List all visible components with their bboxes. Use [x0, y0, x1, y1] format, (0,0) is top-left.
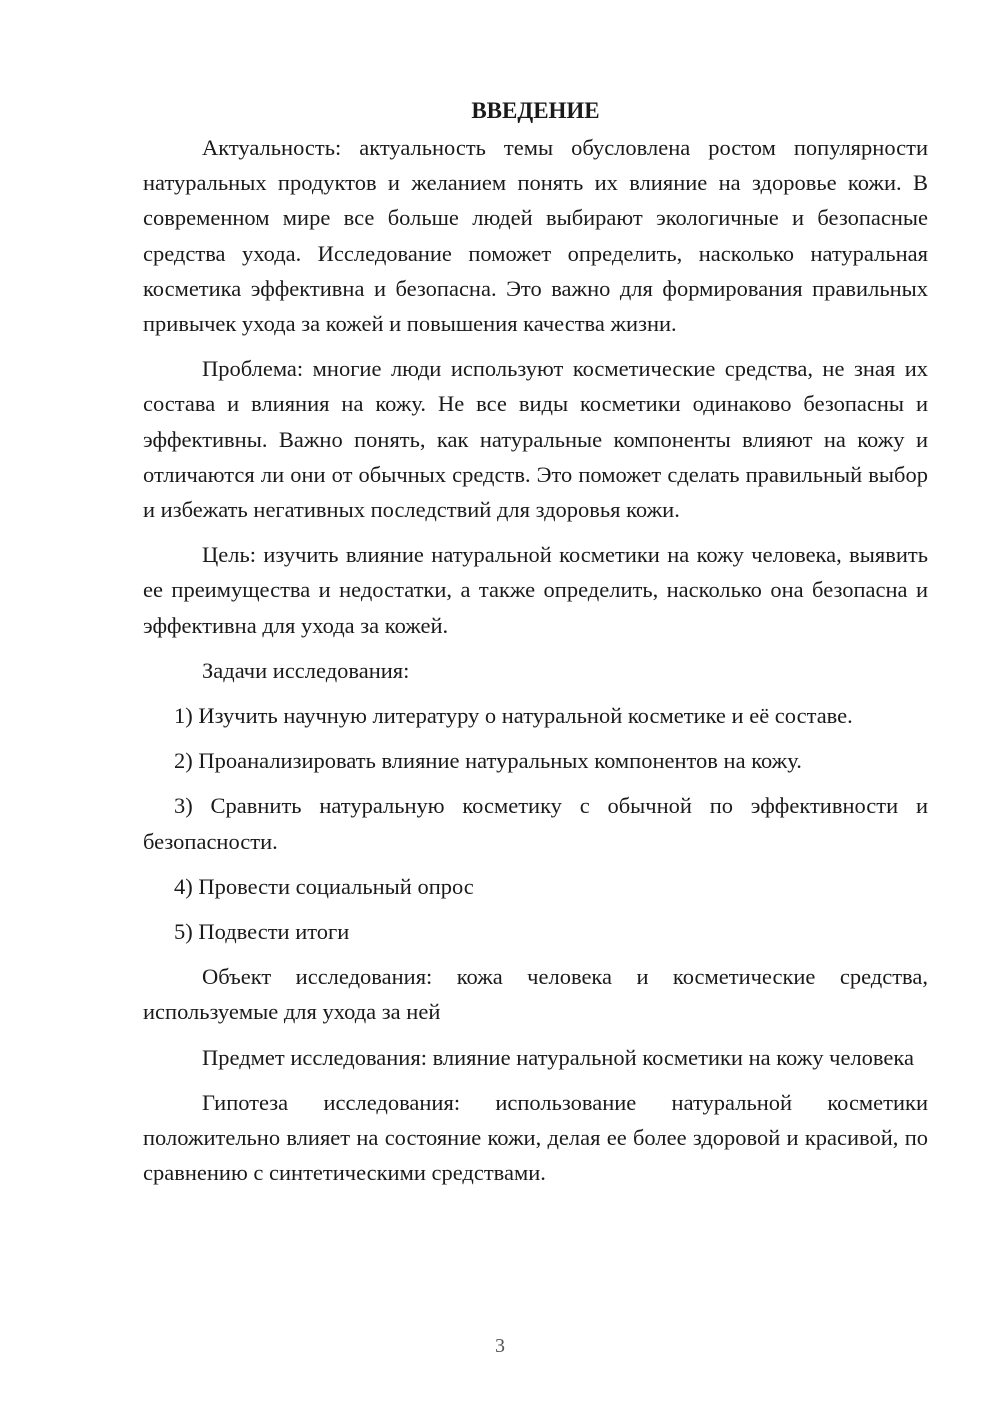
goal-paragraph: Цель: изучить влияние натуральной косметики на кожу человека, выявить ее преимущества и недостатки, а также определить, насколько она безопасна и эффективна для ухода за кожей.	[143, 542, 928, 638]
task-item-1: 1) Изучить научную литературу о натуральной косметике и её составе.	[174, 703, 853, 729]
problem-paragraph: Проблема: многие люди используют косметические средства, не зная их состава и влияния на кожу. Не все виды косметики одинаково безопасны и эффективны. Важно понять, как натуральные компоненты влияют на кожу и отличаются ли они от обычных средств. Это поможет сделать правильный выбор и избежать негативных последствий для здоровья кожи.	[143, 356, 928, 523]
object-paragraph: Объект исследования: кожа человека и косметические средства, используемые для ухода за ней	[143, 964, 928, 1025]
document-page	[143, 93, 928, 1200]
subject-paragraph: Предмет исследования: влияние натуральной косметики на кожу человека	[202, 1044, 914, 1070]
page-title: ВВЕДЕНИЕ	[471, 98, 600, 123]
hypothesis-paragraph: Гипотеза исследования: использование натуральной косметики положительно влияет на состояние кожи, делая ее более здоровой и красивой, по сравнению с синтетическими средствами.	[143, 1089, 928, 1186]
task-item-3: 3) Сравнить натуральную косметику с обычной по эффективности и безопасности.	[143, 793, 928, 854]
tasks-title: Задачи исследования:	[202, 657, 410, 683]
relevance-paragraph: Актуальность: актуальность темы обусловлена ростом популярности натуральных продуктов и желанием понять их влияние на здоровье кожи. В современном мире все больше людей выбирают экологичные и безопасные средства ухода. Исследование поможет определить, насколько натуральная косметика эффективна и безопасна. Это важно для формирования правильных привычек ухода за кожей и повышения качества жизни.	[143, 135, 928, 337]
task-item-2: 2) Проанализировать влияние натуральных компонентов на кожу.	[174, 748, 802, 774]
task-item-4: 4) Провести социальный опрос	[174, 873, 474, 899]
page-number: 3	[495, 1335, 505, 1357]
task-item-5: 5) Подвести итоги	[174, 919, 350, 945]
